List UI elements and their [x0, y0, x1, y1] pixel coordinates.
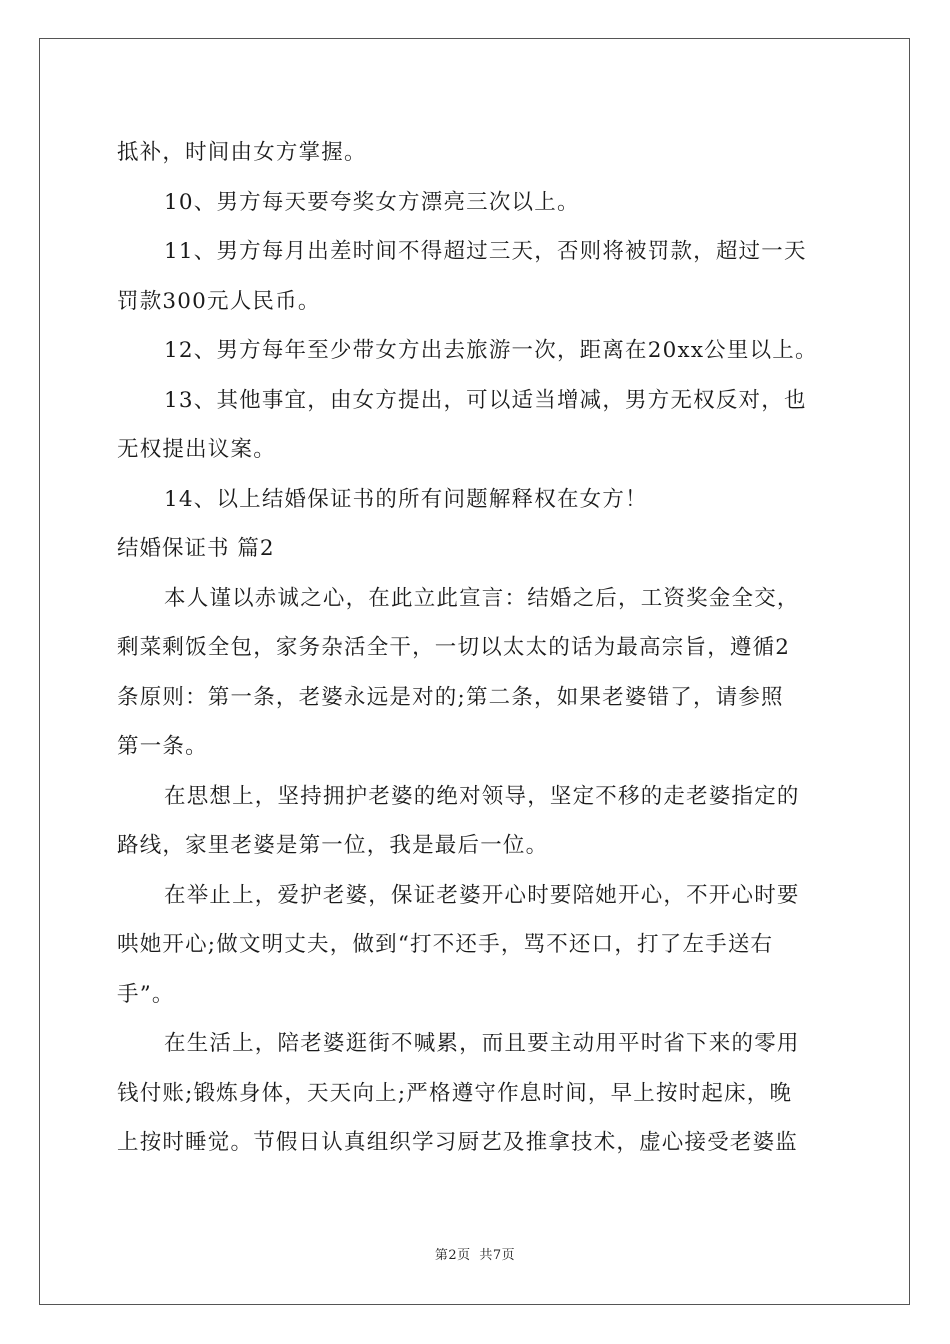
paragraph-line: 第一条。 [117, 734, 208, 759]
document-body [117, 128, 833, 1168]
paragraph-line: 钱付账;锻炼身体，天天向上;严格遵守作息时间，早上按时起床，晚 [117, 1080, 793, 1106]
page-footer [0, 1244, 950, 1263]
paragraph-line: 11、男方每月出差时间不得超过三天，否则将被罚款，超过一天 [164, 239, 807, 264]
paragraph-line: 剩菜剩饭全包，家务杂活全干，一切以太太的话为最高宗旨，遵循2 [117, 635, 791, 660]
paragraph-line: 路线，家里老婆是第一位，我是最后一位。 [117, 833, 549, 858]
paragraph-line: 12、男方每年至少带女方出去旅游一次，距离在20xx公里以上。 [164, 338, 818, 363]
paragraph-line: 10、男方每天要夸奖女方漂亮三次以上。 [164, 189, 580, 215]
paragraph-line: 本人谨以赤诚之心，在此立此宣言：结婚之后，工资奖金全交， [164, 585, 800, 611]
paragraph-line: 罚款300元人民币。 [117, 288, 321, 314]
total-pages: 共7页 [479, 1248, 516, 1263]
paragraph-line: 上按时睡觉。节假日认真组织学习厨艺及推拿技术，虚心接受老婆监 [117, 1130, 799, 1155]
page-number: 第2页 [434, 1248, 471, 1263]
section-heading: 结婚保证书 篇2 [117, 536, 275, 561]
paragraph-line: 手”。 [117, 981, 175, 1007]
paragraph-line: 哄她开心;做文明丈夫，做到“打不还手，骂不还口，打了左手送右 [117, 932, 774, 957]
paragraph-line: 条原则：第一条，老婆永远是对的;第二条，如果老婆错了，请参照 [117, 684, 784, 710]
paragraph-line: 在思想上，坚持拥护老婆的绝对领导，坚定不移的走老婆指定的 [164, 783, 800, 809]
paragraph-line: 14、以上结婚保证书的所有问题解释权在女方！ [164, 486, 648, 512]
paragraph-line: 抵补，时间由女方掌握。 [117, 140, 367, 165]
paragraph-line: 13、其他事宜，由女方提出，可以适当增减，男方无权反对，也 [164, 387, 807, 413]
paragraph-line: 在生活上，陪老婆逛街不喊累，而且要主动用平时省下来的零用 [164, 1031, 800, 1056]
paragraph-line: 在举止上，爱护老婆，保证老婆开心时要陪她开心，不开心时要 [164, 882, 800, 908]
paragraph-line: 无权提出议案。 [117, 437, 276, 462]
